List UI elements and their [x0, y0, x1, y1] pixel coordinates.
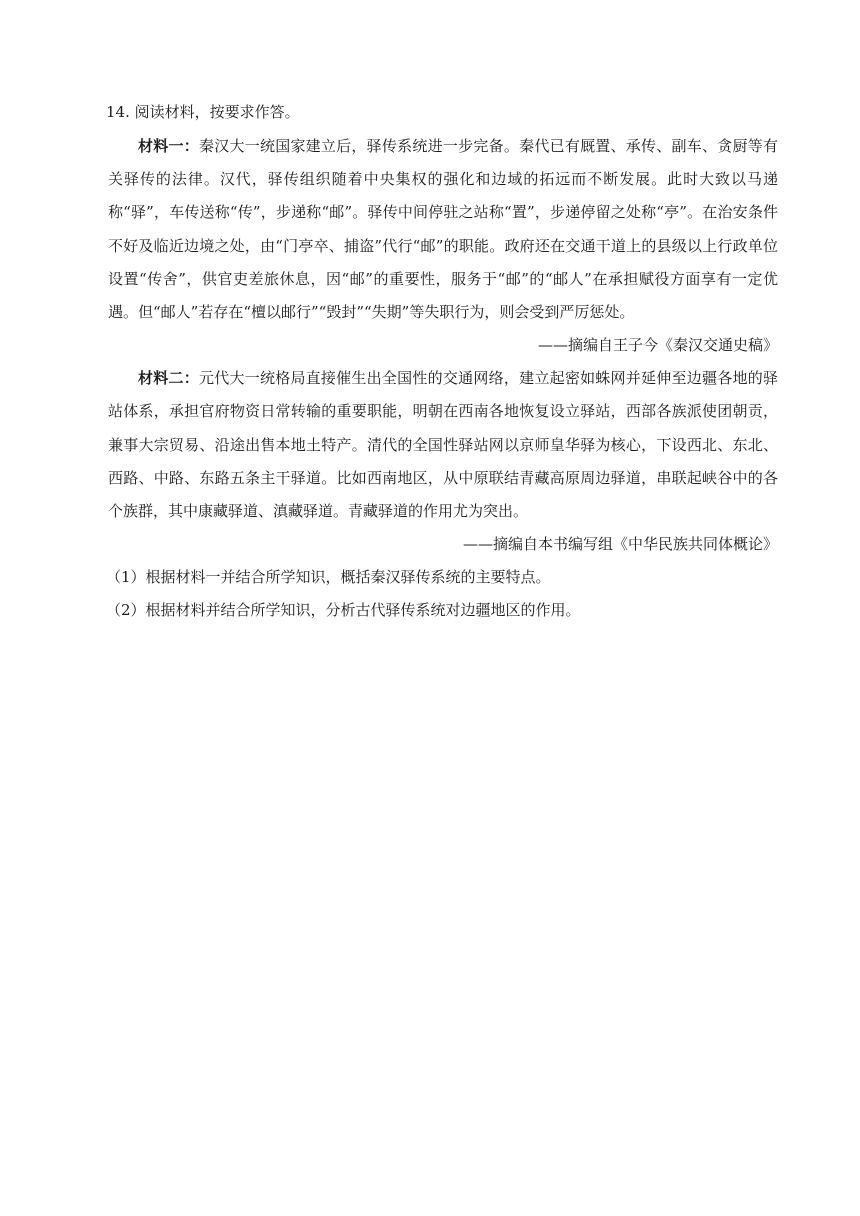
material-one-paragraph [108, 130, 778, 329]
material-one-text: 秦汉大一统国家建立后，驿传系统进一步完备。秦代已有厩置、承传、副车、贪厨等有关驿传的法律。汉代，驿传组织随着中央集权的强化和边域的拓远而不断发展。此时大致以马递称“驿”，车传送称“传”，步递称“邮”。驿传中间停驻之站称“置”，步递停留之处称“亭”。在治安条件不好及临近边境之处，由“门亭卒、捕盗”代行“邮”的职能。政府还在交通干道上的县级以上行政单位设置“传舍”，供官吏差旅休息，因“邮”的重要性，服务于“邮”的“邮人”在承担赋役方面享有一定优遇。但“邮人”若存在“檀以邮行”“毁封”“失期”等失职行为，则会受到严厉惩处。 [108, 137, 778, 322]
material-two-source: ——摘编自本书编写组《中华民族共同体概论》 [462, 535, 778, 554]
question-title: 14. 阅读材料，按要求作答。 [106, 103, 300, 121]
material-two-paragraph [108, 362, 778, 528]
material-two-text: 元代大一统格局直接催生出全国性的交通网络，建立起密如蛛网并延伸至边疆各地的驿站体系，承担官府物资日常转输的重要职能，明朝在西南各地恢复设立驿站，西部各族派使团朝贡，兼事大宗贸易、沿途出售本地土特产。清代的全国性驿站网以京师皇华驿为核心，下设西北、东北、西路、中路、东路五条主干驿道。比如西南地区，从中原联结青藏高原周边驿道，串联起峡谷中的各个族群，其中康藏驿道、滇藏驿道。青藏驿道的作用尤为突出。 [108, 369, 778, 521]
material-one-label: 材料一： [138, 137, 199, 155]
subquestion-2: （2）根据材料并结合所学知识，分析古代驿传系统对边疆地区的作用。 [106, 601, 581, 620]
material-one-source: ——摘编自王子今《秦汉交通史稿》 [537, 336, 778, 355]
document-page [108, 100, 778, 627]
material-two-label: 材料二： [138, 369, 199, 388]
subquestion-1: （1）根据材料一并结合所学知识，概括秦汉驿传系统的主要特点。 [106, 568, 551, 587]
